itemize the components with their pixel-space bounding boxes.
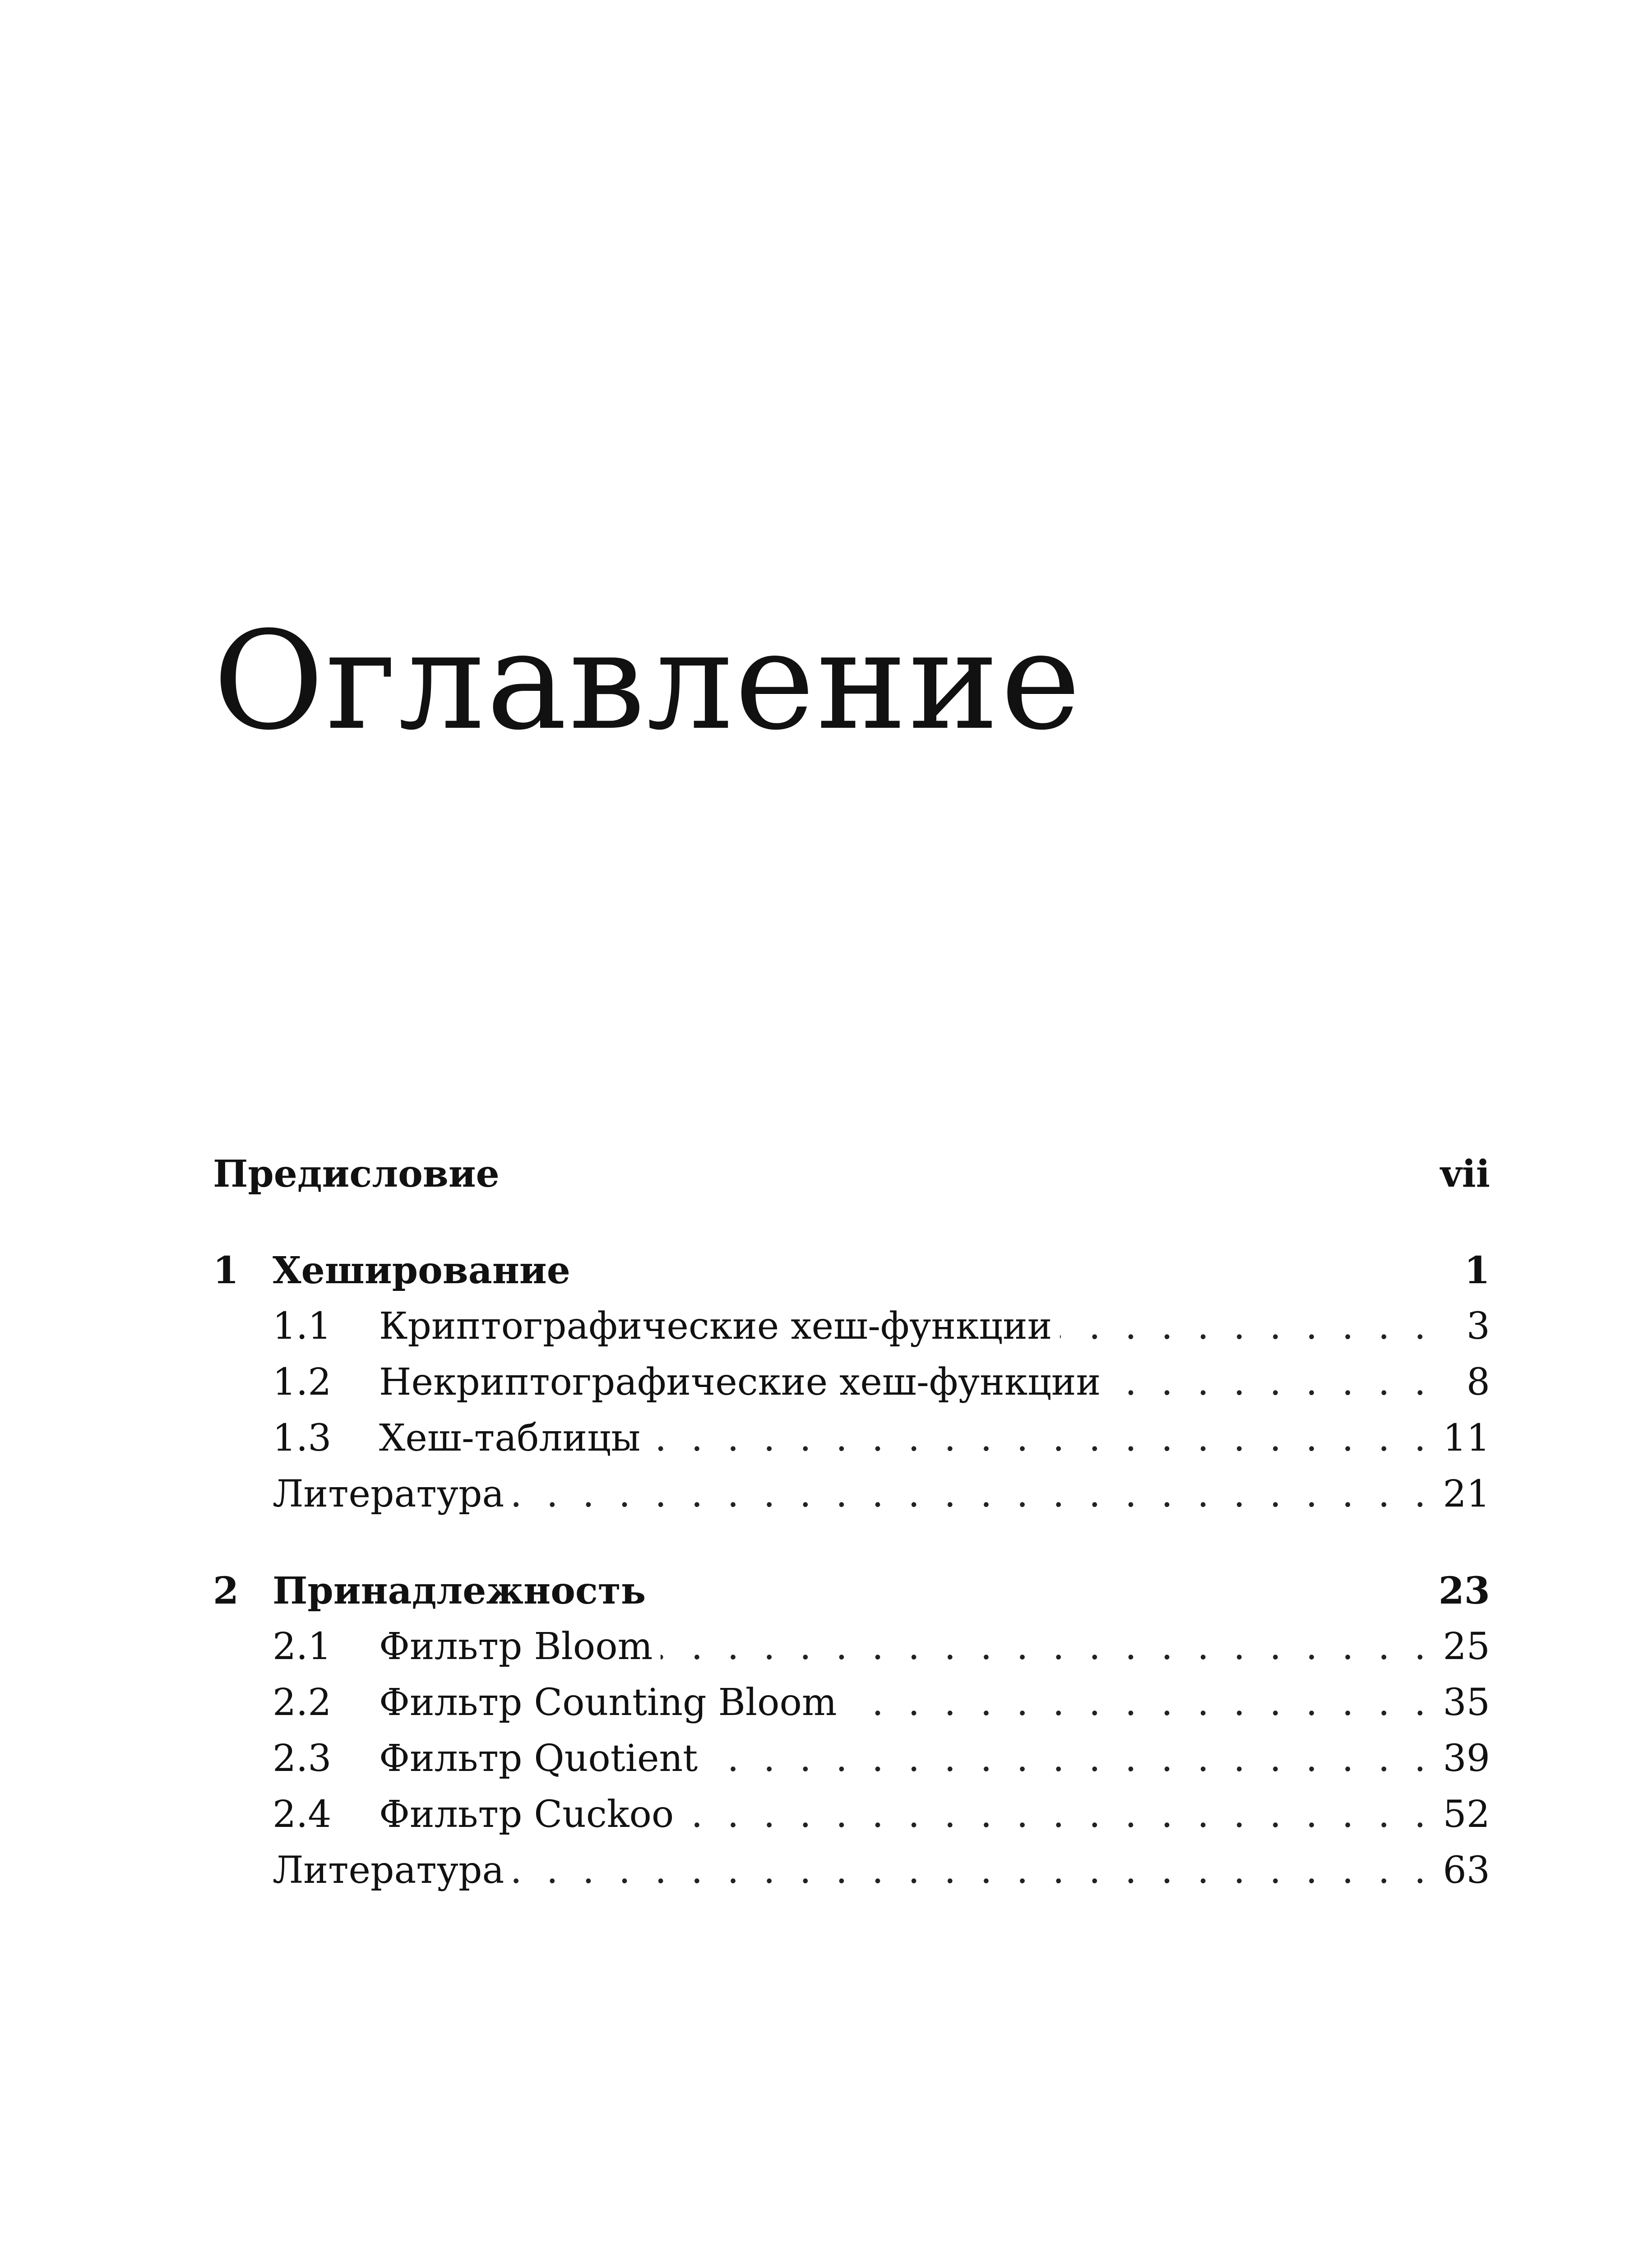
toc-section-2-3[interactable] bbox=[213, 1731, 1490, 1787]
toc-section-title: Хеш-таблицы bbox=[379, 1417, 641, 1460]
toc-section-1-1[interactable] bbox=[213, 1299, 1490, 1355]
toc-bibliography-1[interactable] bbox=[213, 1466, 1490, 1522]
toc-dot-leader bbox=[1052, 1299, 1440, 1355]
toc-section-number: 1.1 bbox=[273, 1305, 332, 1348]
toc-dot-leader bbox=[698, 1731, 1440, 1787]
toc-page-number: 21 bbox=[1443, 1473, 1490, 1516]
toc-section-title: Некриптографические хеш-функции bbox=[379, 1361, 1101, 1404]
toc-section-number: 1.3 bbox=[273, 1417, 332, 1460]
toc-section-1-2[interactable] bbox=[213, 1355, 1490, 1410]
toc-bibliography-2[interactable] bbox=[213, 1843, 1490, 1899]
toc-page-number: 8 bbox=[1466, 1361, 1490, 1404]
toc-section-title: Криптографические хеш-функции bbox=[379, 1305, 1052, 1348]
toc-section-1-3[interactable] bbox=[213, 1410, 1490, 1466]
toc-section-title: Фильтр Counting Bloom bbox=[379, 1681, 837, 1724]
toc-bibliography-title: Литература bbox=[273, 1849, 504, 1892]
toc-page-number: 1 bbox=[1464, 1249, 1490, 1292]
table-of-contents bbox=[213, 1146, 1490, 1899]
toc-section-2-4[interactable] bbox=[213, 1787, 1490, 1843]
toc-section-number: 2.3 bbox=[273, 1737, 332, 1780]
toc-section-2-2[interactable] bbox=[213, 1675, 1490, 1731]
toc-chapter-2[interactable] bbox=[213, 1563, 1490, 1619]
toc-chapter-title: Принадлежность bbox=[273, 1569, 646, 1613]
toc-dot-leader bbox=[837, 1675, 1440, 1731]
toc-dot-leader bbox=[1101, 1355, 1440, 1410]
toc-page-number: 35 bbox=[1443, 1681, 1490, 1724]
toc-section-number: 2.2 bbox=[273, 1681, 332, 1724]
toc-dot-leader bbox=[674, 1787, 1440, 1843]
toc-page-number: 11 bbox=[1443, 1417, 1490, 1460]
toc-page-number: 23 bbox=[1438, 1569, 1490, 1613]
page-title: Оглавление bbox=[213, 602, 1083, 760]
toc-page-number: 25 bbox=[1443, 1625, 1490, 1668]
toc-dot-leader bbox=[652, 1619, 1440, 1675]
toc-page-number: 3 bbox=[1466, 1305, 1490, 1348]
toc-chapter-1[interactable] bbox=[213, 1243, 1490, 1299]
toc-section-title: Фильтр Bloom bbox=[379, 1625, 653, 1668]
toc-page-number: 39 bbox=[1443, 1737, 1490, 1780]
toc-section-title: Фильтр Quotient bbox=[379, 1737, 698, 1780]
toc-page-number: 63 bbox=[1443, 1849, 1490, 1892]
toc-entry-title: Предисловие bbox=[213, 1152, 500, 1196]
toc-dot-leader bbox=[504, 1843, 1440, 1899]
toc-page-number: vii bbox=[1440, 1152, 1490, 1196]
toc-section-2-1[interactable] bbox=[213, 1619, 1490, 1675]
toc-section-number: 1.2 bbox=[273, 1361, 332, 1404]
toc-section-number: 2.1 bbox=[273, 1625, 332, 1668]
toc-section-number: 2.4 bbox=[273, 1793, 332, 1836]
toc-dot-leader bbox=[504, 1466, 1440, 1522]
toc-page-number: 52 bbox=[1443, 1793, 1490, 1836]
toc-section-title: Фильтр Cuckoo bbox=[379, 1793, 674, 1836]
toc-entry-preface[interactable] bbox=[213, 1146, 1490, 1202]
toc-dot-leader bbox=[640, 1410, 1440, 1466]
toc-chapter-number: 2 bbox=[213, 1569, 239, 1613]
toc-chapter-number: 1 bbox=[213, 1249, 239, 1292]
toc-chapter-title: Хеширование bbox=[273, 1249, 570, 1292]
toc-bibliography-title: Литература bbox=[273, 1473, 504, 1516]
